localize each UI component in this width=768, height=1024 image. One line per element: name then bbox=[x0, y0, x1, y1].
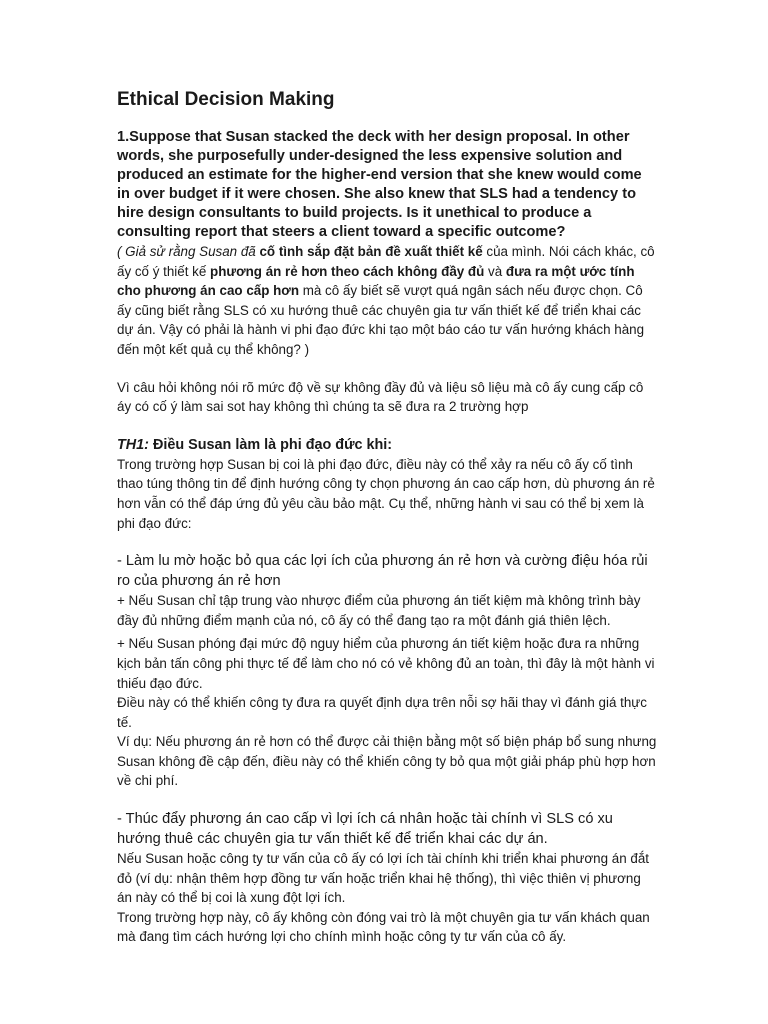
point1-sub2: + Nếu Susan phóng đại mức độ nguy hiểm của phương án tiết kiệm hoặc đưa ra những kịch bản tấn công phi thực tế để làm cho nó có vẻ không đủ an toàn, thì đây là một hành vi thiếu đạo đức. bbox=[117, 636, 655, 691]
translation-bold: cố tình sắp đặt bản đề xuất thiết kế bbox=[259, 244, 483, 259]
case1-heading bbox=[117, 435, 657, 455]
point1-heading: - Làm lu mờ hoặc bỏ qua các lợi ích của phương án rẻ hơn và cường điệu hóa rủi ro của phương án rẻ hơn bbox=[117, 553, 648, 590]
translation-part: ( Giả sử rằng Susan đã bbox=[117, 244, 260, 259]
case1-title: Điều Susan làm là phi đạo đức khi: bbox=[148, 436, 393, 453]
translation-bold: phương án rẻ hơn theo cách không đầy đủ bbox=[210, 263, 485, 279]
point2-body1: Nếu Susan hoặc công ty tư vấn của cô ấy có lợi ích tài chính khi triển khai phương án đắt đỏ (ví dụ: nhận thêm hợp đồng tư vấn hoặc triển khai hệ thống), thì việc thiên vị phương án này có thể bị coi là xung đột lợi ích. bbox=[117, 851, 649, 906]
translation-part: mà cô ấy biết sẽ vượt quá ngân sách nếu được chọn. Cô ấy cũng biết rằng SLS có xu hướng thuê các chuyên gia tư vấn thiết kế để triển khai các dự án. Vậy có phải là hành vi phi đạo đức khi tạo một báo cáo tư vấn hướng khách hàng đến một kết quả cụ thể không? ) bbox=[117, 283, 645, 357]
question-text: 1.Suppose that Susan stacked the deck with her design proposal. In other words, she purposefully under-designed the less expensive solution and produced an estimate for the higher-end version that she knew would come in over budget if it were chosen. She also knew that SLS had a tendency to hire design consultants to build projects. Is it unethical to produce a consulting report that steers a client toward a specific outcome? bbox=[117, 129, 642, 240]
point1-sub1: + Nếu Susan chỉ tập trung vào nhược điểm của phương án tiết kiệm mà không trình bày đầy đủ những điểm mạnh của nó, cô ấy có thể đang tạo ra một đánh giá thiên lệch. bbox=[117, 593, 641, 628]
translation-part: và bbox=[484, 263, 506, 279]
question-translation bbox=[117, 242, 657, 360]
document-page bbox=[117, 88, 657, 947]
document-title: Ethical Decision Making bbox=[117, 89, 335, 110]
intro-paragraph: Vì câu hỏi không nói rõ mức độ về sự không đầy đủ và liệu sô liệu mà cô ấy cung cấp cô áy có cố ý làm sai sot hay không thì chúng ta sẽ đưa ra 2 trường hợp bbox=[117, 379, 644, 415]
point2-heading: - Thúc đẩy phương án cao cấp vì lợi ích cá nhân hoặc tài chính vì SLS có xu hướng thuê các chuyên gia tư vấn thiết kế để triển khai các dự án. bbox=[117, 811, 613, 848]
point2-body2: Trong trường hợp này, cô ấy không còn đóng vai trò là một chuyên gia tư vấn khách quan mà đang tìm cách hướng lợi cho chính mình hoặc công ty tư vấn của cô ấy. bbox=[117, 909, 650, 945]
translation-part: của mình. Nói cách khác, cô ấy cố ý thiết kế bbox=[117, 244, 655, 279]
point1-example: Ví dụ: Nếu phương án rẻ hơn có thể được cải thiện bằng một số biện pháp bổ sung nhưng Susan không đề cập đến, điều này có thể khiến công ty bỏ qua một giải pháp phù hợp hơn về chi phí. bbox=[117, 734, 657, 789]
case1-tag: TH1: bbox=[117, 436, 149, 453]
translation-bold: đưa ra một ước tính cho phương án cao cấp hơn bbox=[117, 263, 635, 299]
point1-sub3: Điều này có thể khiến công ty đưa ra quyết định dựa trên nỗi sợ hãi thay vì đánh giá thực tế. bbox=[117, 695, 647, 730]
case1-body: Trong trường hợp Susan bị coi là phi đạo đức, điều này có thể xảy ra nếu cô ấy cố tình thao túng thông tin để định hướng công ty chọn phương án cao cấp hơn, dù phương án rẻ hơn vẫn có thể đáp ứng đủ yêu cầu bảo mật. Cụ thể, những hành vi sau có thể bị xem là phi đạo đức: bbox=[117, 456, 655, 531]
